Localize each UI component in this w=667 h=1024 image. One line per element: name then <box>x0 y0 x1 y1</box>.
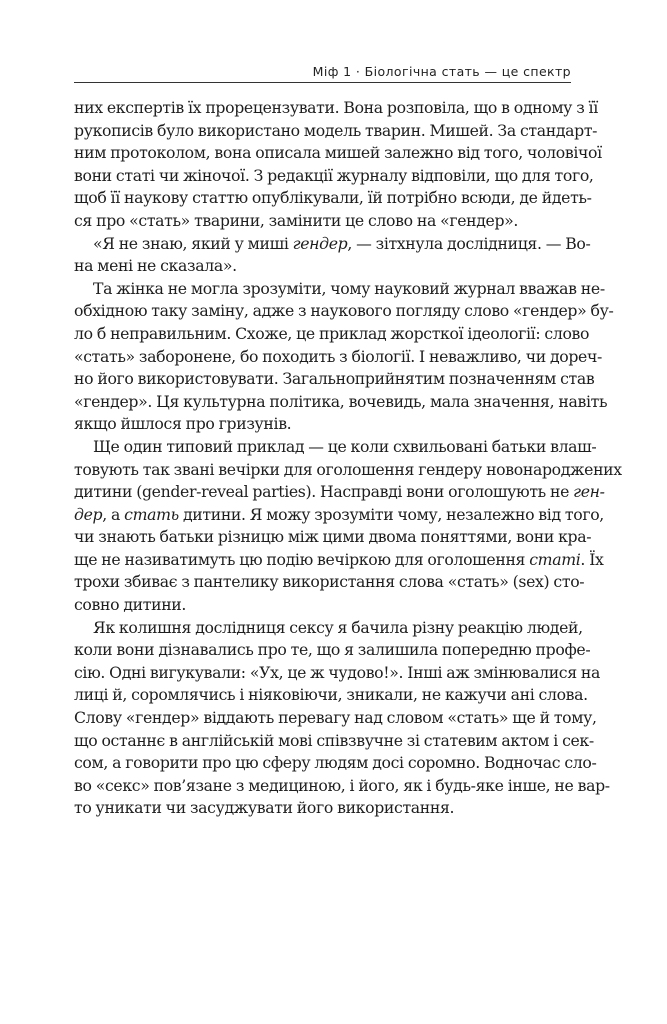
text-run: , — зітхнула дослідниця. — Во- <box>347 233 591 253</box>
text-line <box>74 504 604 527</box>
text-line: ним протоколом, вона описала мишей залежно від того, чоловічої <box>74 143 602 163</box>
italic-term: стать <box>124 504 179 524</box>
text-line: них експертів їх прорецензувати. Вона розповіла, що в одному з її <box>74 98 598 117</box>
text-line: Та жінка не могла зрозуміти, чому науковий журнал вважав не- <box>93 278 605 298</box>
text-line: то уникати чи засуджувати його використання. <box>74 798 455 818</box>
text-line: Як колишня дослідниця сексу я бачила різну реакцію людей, <box>93 617 583 637</box>
text-line: що останнє в англійській мові співзвучне зі статевим актом і сек- <box>74 730 594 750</box>
text-run: , а <box>102 504 125 524</box>
text-line: сію. Одні вигукували: «Ух, це ж чудово!». Інші аж змінювалися на <box>74 662 601 682</box>
text-line: трохи збиває з пантелику використання слова «стать» (sex) сто- <box>74 572 585 592</box>
text-line: коли вони дізнавались про те, що я залишила попередню профе- <box>74 640 591 660</box>
text-line: но його використовувати. Загальноприйнятим позначенням став <box>74 369 595 389</box>
paragraph <box>74 617 610 820</box>
text-line <box>74 549 604 572</box>
italic-term: дер <box>74 504 103 524</box>
text-line: на мені не сказала». <box>74 256 237 276</box>
italic-term: гендер <box>292 233 348 253</box>
italic-term: ген- <box>573 482 605 502</box>
text-run: «Я не знаю, який у миші <box>93 233 293 253</box>
text-line: товують так звані вечірки для оголошення гендеру новонароджених <box>74 459 622 479</box>
text-line: рукописів було використано модель тварин. Мишей. За стандарт- <box>74 120 598 140</box>
page-body <box>74 97 622 820</box>
paragraph <box>74 278 614 436</box>
text-line: вони статі чи жіночої. З редакції журналу відповіли, що для того, <box>74 165 594 185</box>
paragraph <box>74 233 591 278</box>
text-run: дитини. Я можу зрозуміти чому, незалежно від того, <box>178 504 604 524</box>
text-line: якщо йшлося про гризунів. <box>74 414 292 434</box>
header-rule <box>74 82 571 83</box>
text-line: «гендер». Ця культурна політика, вочевидь, мала значення, навіть <box>74 391 608 411</box>
text-line: обхідною таку заміну, адже з наукового погляду слово «гендер» бу- <box>74 301 614 321</box>
text-line: совно дитини. <box>74 595 187 615</box>
running-head: Міф 1 · Біологічна стать — це спектр <box>312 64 571 79</box>
text-line: во «секс» пов’язане з медициною, і його, як і будь-яке інше, не вар- <box>74 775 610 795</box>
text-line <box>74 481 605 504</box>
text-line: Слову «гендер» віддають перевагу над словом «стать» ще й тому, <box>74 708 597 728</box>
text-line: сом, а говорити про цю сферу людям досі соромно. Водночас сло- <box>74 753 597 773</box>
text-line: щоб її наукову статтю опублікували, їй потрібно всюди, де йдеть- <box>74 188 592 208</box>
text-line <box>74 233 591 256</box>
text-run: . Їх <box>580 549 604 569</box>
text-line: «стать» заборонене, бо походить з біології. І неважливо, чи дореч- <box>74 346 602 366</box>
italic-term: статі <box>529 549 581 569</box>
text-line: Ще один типовий приклад — це коли схвильовані батьки влаш- <box>93 436 597 456</box>
text-run: ще не називатимуть цю подію вечіркою для оголошення <box>74 549 530 569</box>
text-line: лиці й, соромлячись і ніяковіючи, зникали, не кажучи ані слова. <box>74 685 588 705</box>
text-line: ло б неправильним. Схоже, це приклад жорсткої ідеології: слово <box>74 323 590 343</box>
text-line: чи знають батьки різницю між цими двома поняттями, вони кра- <box>74 527 592 547</box>
paragraph <box>74 97 602 233</box>
text-line: ся про «стать» тварини, замінити це слово на «гендер». <box>74 210 519 230</box>
text-run: дитини (gender-reveal parties). Насправді вони оголошують не <box>74 482 574 502</box>
paragraph <box>74 436 622 617</box>
